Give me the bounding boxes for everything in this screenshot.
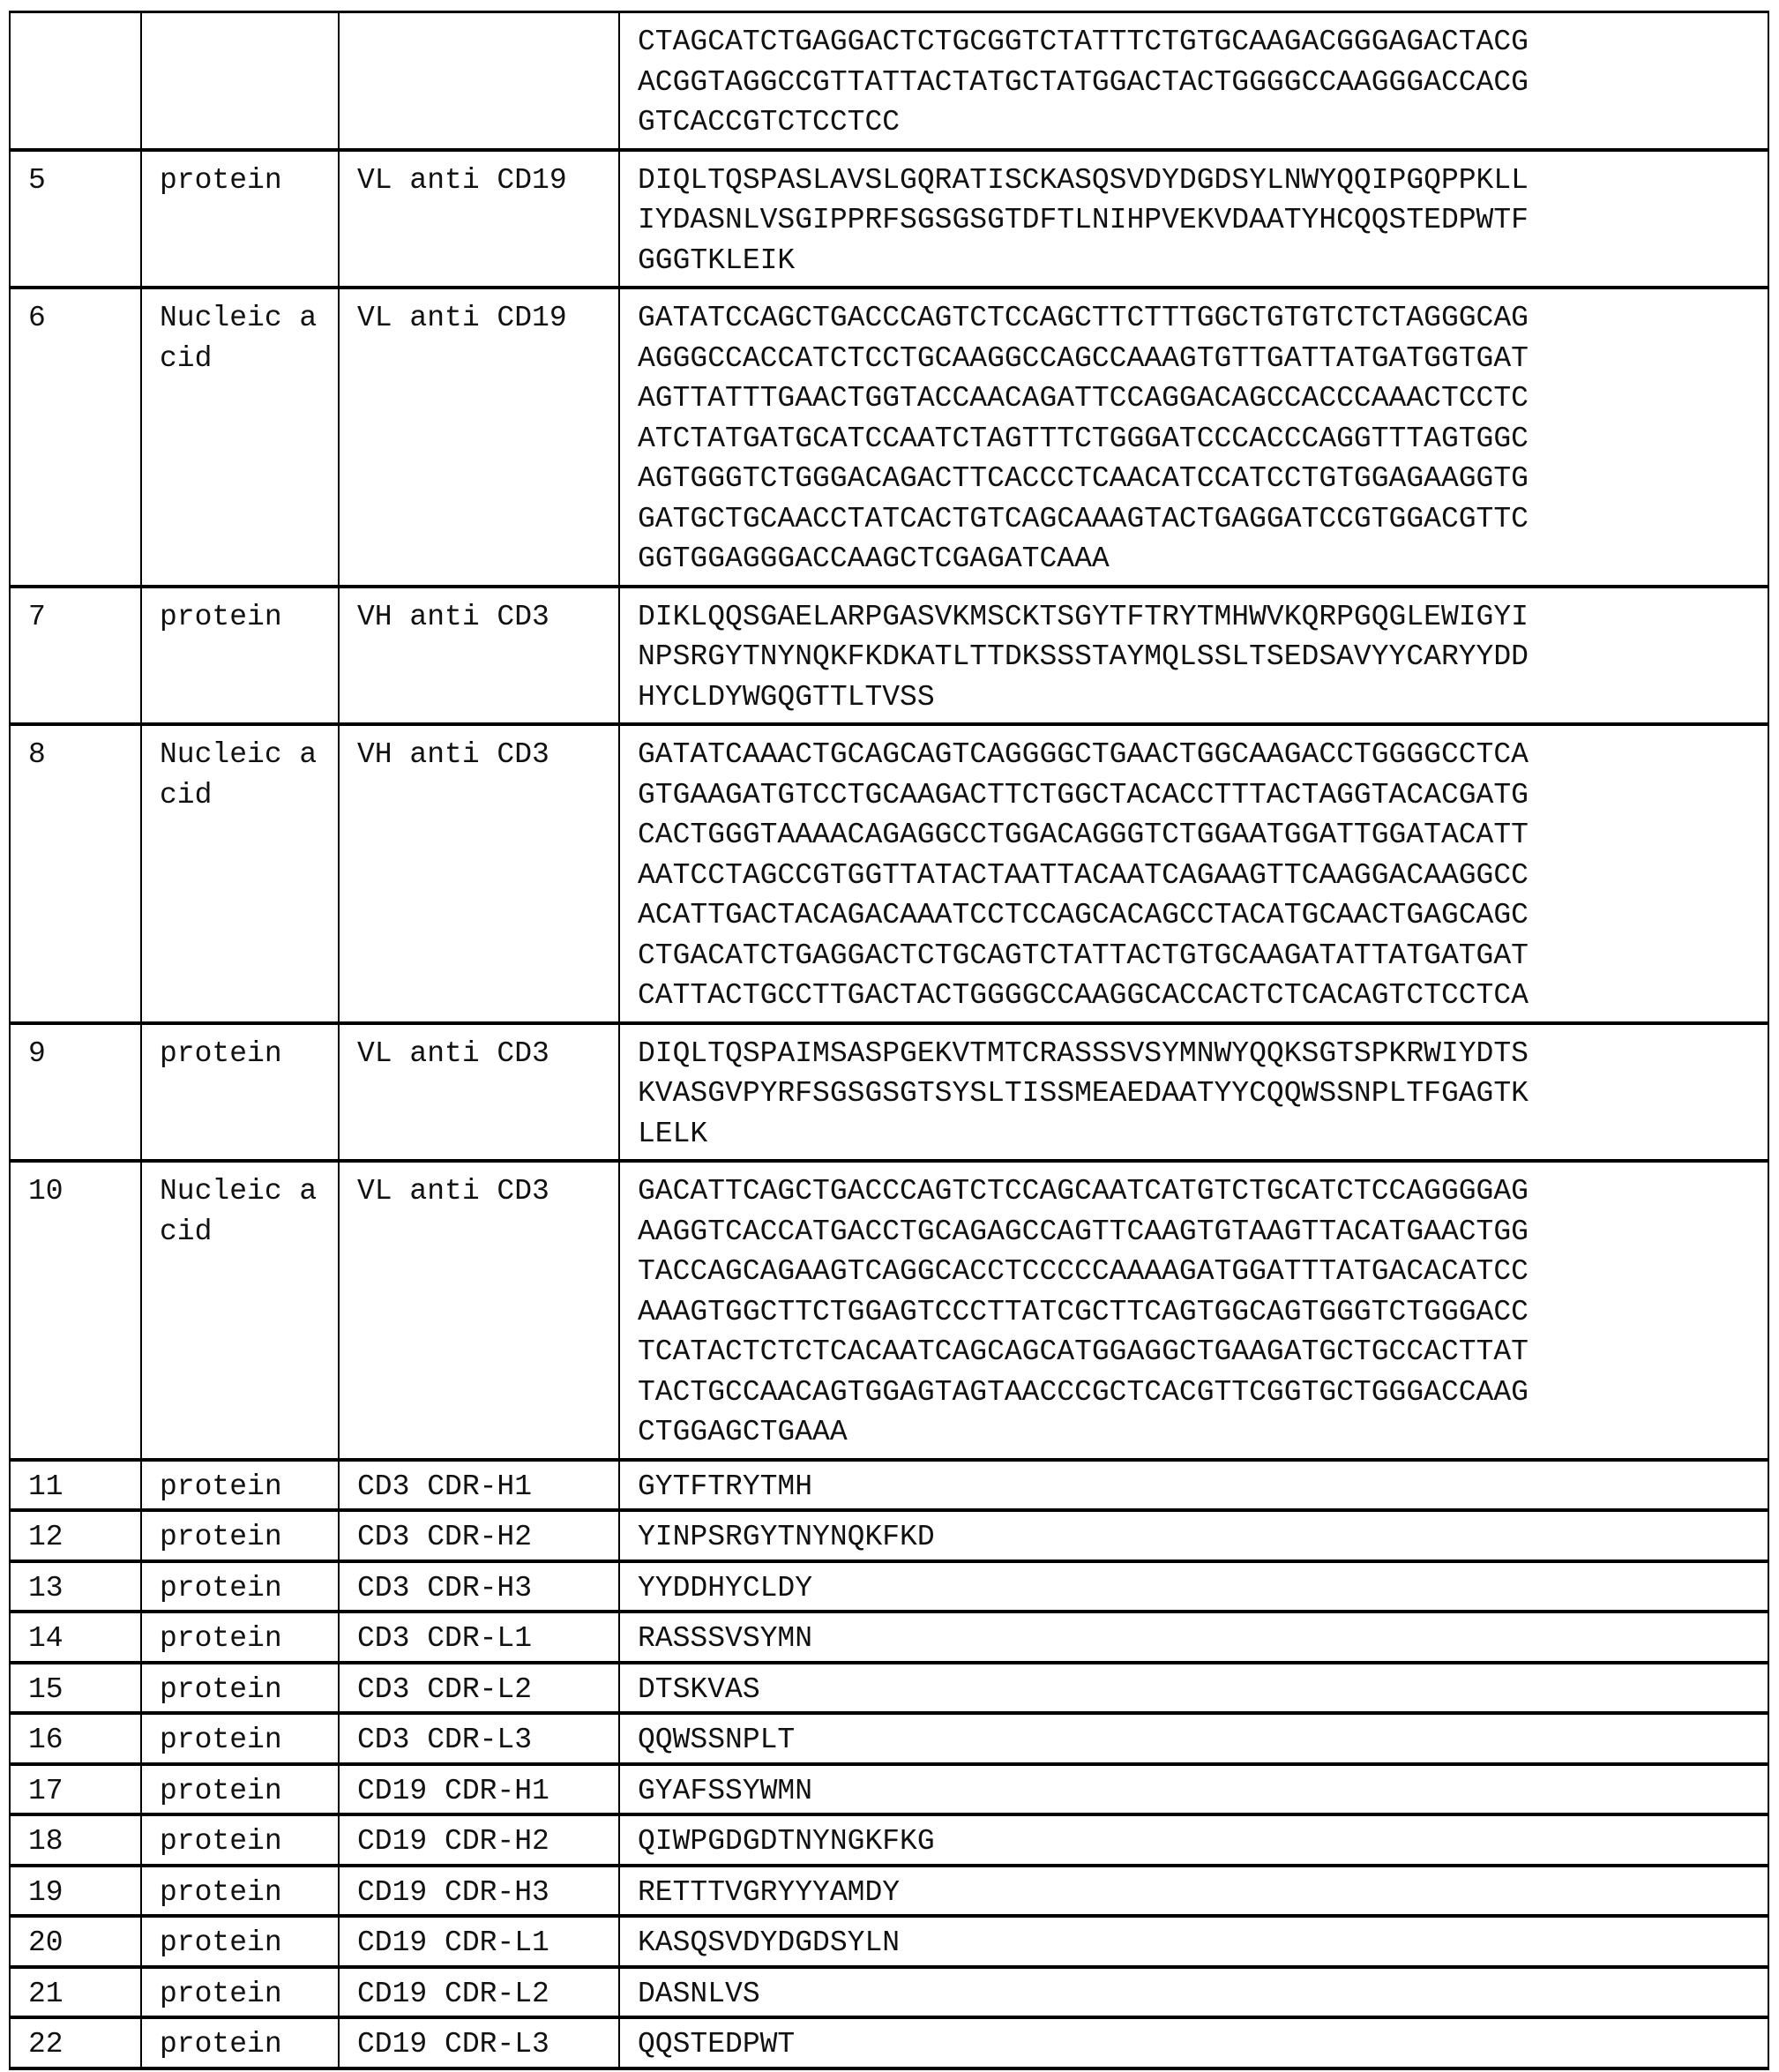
type-cell: protein [141,587,339,725]
sequence-line: RETTTVGRYYYAMDY [638,1875,901,1909]
table-row [10,1612,1768,1663]
sequence-table-body [10,12,1768,2068]
sequence-line: KVASGVPYRFSGSGSGTSYSLTISSMEAEDAATYYCQQWSSNPLTFGAGTK [638,1077,1529,1110]
table-row [10,1460,1768,1511]
sequence-line: DIQLTQSPASLAVSLGQRATISCKASQSVDYDGDSYLNWYQQIPGQPPKLL [638,163,1529,197]
description-cell: CD19 CDR-H2 [339,1814,619,1866]
description-cell: CD19 CDR-L3 [339,2017,619,2068]
sequence-cell [619,1663,1768,1714]
table-row [10,1561,1768,1612]
sequence-line: TCATACTCTCTCACAATCAGCAGCATGGAGGCTGAAGATGCTGCCACTTAT [638,1335,1529,1368]
sequence-cell [619,12,1768,150]
sequence-cell [619,1764,1768,1815]
sequence-line: AAGGTCACCATGACCTGCAGAGCCAGTTCAAGTGTAAGTTACATGAACTGG [638,1215,1529,1248]
seq-id-cell: 5 [10,150,141,288]
table-row [10,1967,1768,2018]
description-cell: CD19 CDR-L1 [339,1916,619,1967]
sequence-cell [619,724,1768,1023]
sequence-line: GTCACCGTCTCCTCC [638,106,901,138]
sequence-line: GATGCTGCAACCTATCACTGTCAGCAAAGTACTGAGGATCCGTGGACGTTC [638,502,1529,535]
description-cell: CD3 CDR-L3 [339,1713,619,1764]
sequence-cell [619,1460,1768,1511]
description-cell: CD19 CDR-H1 [339,1764,619,1815]
type-cell: protein [141,1916,339,1967]
seq-id-cell: 10 [10,1161,141,1460]
sequence-cell [619,1023,1768,1162]
sequence-line: AGGGCCACCATCTCCTGCAAGGCCAGCCAAAGTGTTGATTATGATGGTGAT [638,341,1529,375]
table-row [10,1866,1768,1917]
table-row [10,1161,1768,1460]
sequence-cell [619,1866,1768,1917]
sequence-line: DASNLVS [638,1977,760,2010]
sequence-line: HYCLDYWGQGTTLTVSS [638,680,935,714]
table-row [10,1023,1768,1162]
type-cell: protein [141,1814,339,1866]
sequence-line: GYAFSSYWMN [638,1774,813,1807]
sequence-cell [619,2017,1768,2068]
description-cell: VH anti CD3 [339,587,619,725]
sequence-cell [619,288,1768,587]
sequence-line: LELK [638,1117,708,1150]
description-cell: CD3 CDR-H2 [339,1510,619,1561]
type-cell: Nucleic acid [141,1161,339,1460]
type-cell: protein [141,1561,339,1612]
sequence-table [9,11,1769,2070]
sequence-line: AGTTATTTGAACTGGTACCAACAGATTCCAGGACAGCCACCCAAACTCCTC [638,382,1529,415]
seq-id-cell: 11 [10,1460,141,1511]
type-cell: protein [141,2017,339,2068]
sequence-cell [619,1561,1768,1612]
table-row [10,587,1768,725]
sequence-line: AAAGTGGCTTCTGGAGTCCCTTATCGCTTCAGTGGCAGTGGGTCTGGGACC [638,1295,1529,1328]
sequence-cell [619,1510,1768,1561]
sequence-line: ACGGTAGGCCGTTATTACTATGCTATGGACTACTGGGGCCAAGGGACCACG [638,65,1529,99]
type-cell: protein [141,1764,339,1815]
sequence-line: KASQSVDYDGDSYLN [638,1926,901,1959]
table-row [10,2017,1768,2068]
table-row [10,1916,1768,1967]
sequence-line: AGTGGGTCTGGGACAGACTTCACCCTCAACATCCATCCTGTGGAGAAGGTG [638,462,1529,495]
sequence-line: GGTGGAGGGACCAAGCTCGAGATCAAA [638,542,1110,575]
type-cell: protein [141,150,339,288]
description-cell: CD3 CDR-H1 [339,1460,619,1511]
table-row [10,1713,1768,1764]
type-cell: Nucleic acid [141,724,339,1023]
table-row [10,1663,1768,1714]
seq-id-cell: 7 [10,587,141,725]
sequence-line: GGGTKLEIK [638,243,796,277]
description-cell: CD3 CDR-L2 [339,1663,619,1714]
seq-id-cell: 9 [10,1023,141,1162]
sequence-cell [619,1713,1768,1764]
description-cell: CD3 CDR-L1 [339,1612,619,1663]
table-row [10,288,1768,587]
sequence-cell [619,587,1768,725]
table-row [10,1814,1768,1866]
description-cell: VH anti CD3 [339,724,619,1023]
seq-id-cell: 13 [10,1561,141,1612]
description-cell [339,12,619,150]
type-cell: protein [141,1612,339,1663]
sequence-line: RASSSVSYMN [638,1622,813,1655]
seq-id-cell: 22 [10,2017,141,2068]
sequence-line: TACTGCCAACAGTGGAGTAGTAACCCGCTCACGTTCGGTGCTGGGACCAAG [638,1375,1529,1409]
sequence-line: NPSRGYTNYNQKFKDKATLTTDKSSSTAYMQLSSLTSEDSAVYYCARYYDD [638,640,1529,673]
seq-id-cell: 14 [10,1612,141,1663]
sequence-line: AATCCTAGCCGTGGTTATACTAATTACAATCAGAAGTTCAAGGACAAGGCC [638,858,1529,892]
table-row [10,150,1768,288]
sequence-cell [619,1967,1768,2018]
sequence-cell [619,1814,1768,1866]
description-cell: CD19 CDR-L2 [339,1967,619,2018]
type-cell: protein [141,1510,339,1561]
description-cell: VL anti CD19 [339,288,619,587]
table-row [10,1764,1768,1815]
sequence-line: YYDDHYCLDY [638,1571,813,1604]
sequence-line: TACCAGCAGAAGTCAGGCACCTCCCCCAAAAGATGGATTTATGACACATCC [638,1255,1529,1288]
sequence-line: GTGAAGATGTCCTGCAAGACTTCTGGCTACACCTTTACTAGGTACACGATG [638,778,1529,812]
sequence-line: GYTFTRYTMH [638,1470,813,1503]
sequence-line: DTSKVAS [638,1672,760,1706]
sequence-line: CACTGGGTAAAACAGAGGCCTGGACAGGGTCTGGAATGGATTGGATACATT [638,819,1529,851]
sequence-line: CTGGAGCTGAAA [638,1416,848,1448]
sequence-line: CATTACTGCCTTGACTACTGGGGCCAAGGCACCACTCTCACAGTCTCCTCA [638,979,1529,1012]
seq-id-cell: 12 [10,1510,141,1561]
description-cell: CD19 CDR-H3 [339,1866,619,1917]
sequence-line: DIKLQQSGAELARPGASVKMSCKTSGYTFTRYTMHWVKQRPGQGLEWIGYI [638,600,1529,633]
sequence-line: QIWPGDGDTNYNGKFKG [638,1825,935,1858]
sequence-line: QQSTEDPWT [638,2028,796,2061]
description-cell: VL anti CD3 [339,1023,619,1162]
sequence-line: ACATTGACTACAGACAAATCCTCCAGCACAGCCTACATGCAACTGAGCAGC [638,899,1529,931]
description-cell: VL anti CD3 [339,1161,619,1460]
sequence-line: YINPSRGYTNYNQKFKD [638,1521,935,1553]
table-row [10,1510,1768,1561]
sequence-line: GACATTCAGCTGACCCAGTCTCCAGCAATCATGTCTGCATCTCCAGGGGAG [638,1175,1529,1208]
seq-id-cell: 6 [10,288,141,587]
description-cell: CD3 CDR-H3 [339,1561,619,1612]
sequence-line: QQWSSNPLT [638,1724,796,1756]
sequence-line: CTAGCATCTGAGGACTCTGCGGTCTATTTCTGTGCAAGACGGGAGACTACG [638,26,1529,58]
type-cell [141,12,339,150]
seq-id-cell: 8 [10,724,141,1023]
type-cell: protein [141,1713,339,1764]
sequence-line: ATCTATGATGCATCCAATCTAGTTTCTGGGATCCCACCCAGGTTTAGTGGC [638,422,1529,455]
seq-id-cell: 20 [10,1916,141,1967]
type-cell: protein [141,1663,339,1714]
seq-id-cell [10,12,141,150]
type-cell: protein [141,1460,339,1511]
seq-id-cell: 17 [10,1764,141,1815]
seq-id-cell: 16 [10,1713,141,1764]
seq-id-cell: 18 [10,1814,141,1866]
description-cell: VL anti CD19 [339,150,619,288]
sequence-cell [619,1916,1768,1967]
type-cell: protein [141,1967,339,2018]
sequence-line: IYDASNLVSGIPPRFSGSGSGTDFTLNIHPVEKVDAATYHCQQSTEDPWTF [638,204,1529,236]
table-row [10,724,1768,1023]
type-cell: protein [141,1866,339,1917]
table-row [10,12,1768,150]
type-cell: protein [141,1023,339,1162]
sequence-line: GATATCAAACTGCAGCAGTCAGGGGCTGAACTGGCAAGACCTGGGGCCTCA [638,738,1529,771]
seq-id-cell: 15 [10,1663,141,1714]
sequence-line: GATATCCAGCTGACCCAGTCTCCAGCTTCTTTGGCTGTGTCTCTAGGGCAG [638,302,1529,334]
seq-id-cell: 19 [10,1866,141,1917]
sequence-line: CTGACATCTGAGGACTCTGCAGTCTATTACTGTGCAAGATATTATGATGAT [638,939,1529,972]
seq-id-cell: 21 [10,1967,141,2018]
type-cell: Nucleic acid [141,288,339,587]
sequence-cell [619,150,1768,288]
sequence-cell [619,1161,1768,1460]
sequence-line: DIQLTQSPAIMSASPGEKVTMTCRASSSVSYMNWYQQKSGTSPKRWIYDTS [638,1036,1529,1070]
sequence-cell [619,1612,1768,1663]
